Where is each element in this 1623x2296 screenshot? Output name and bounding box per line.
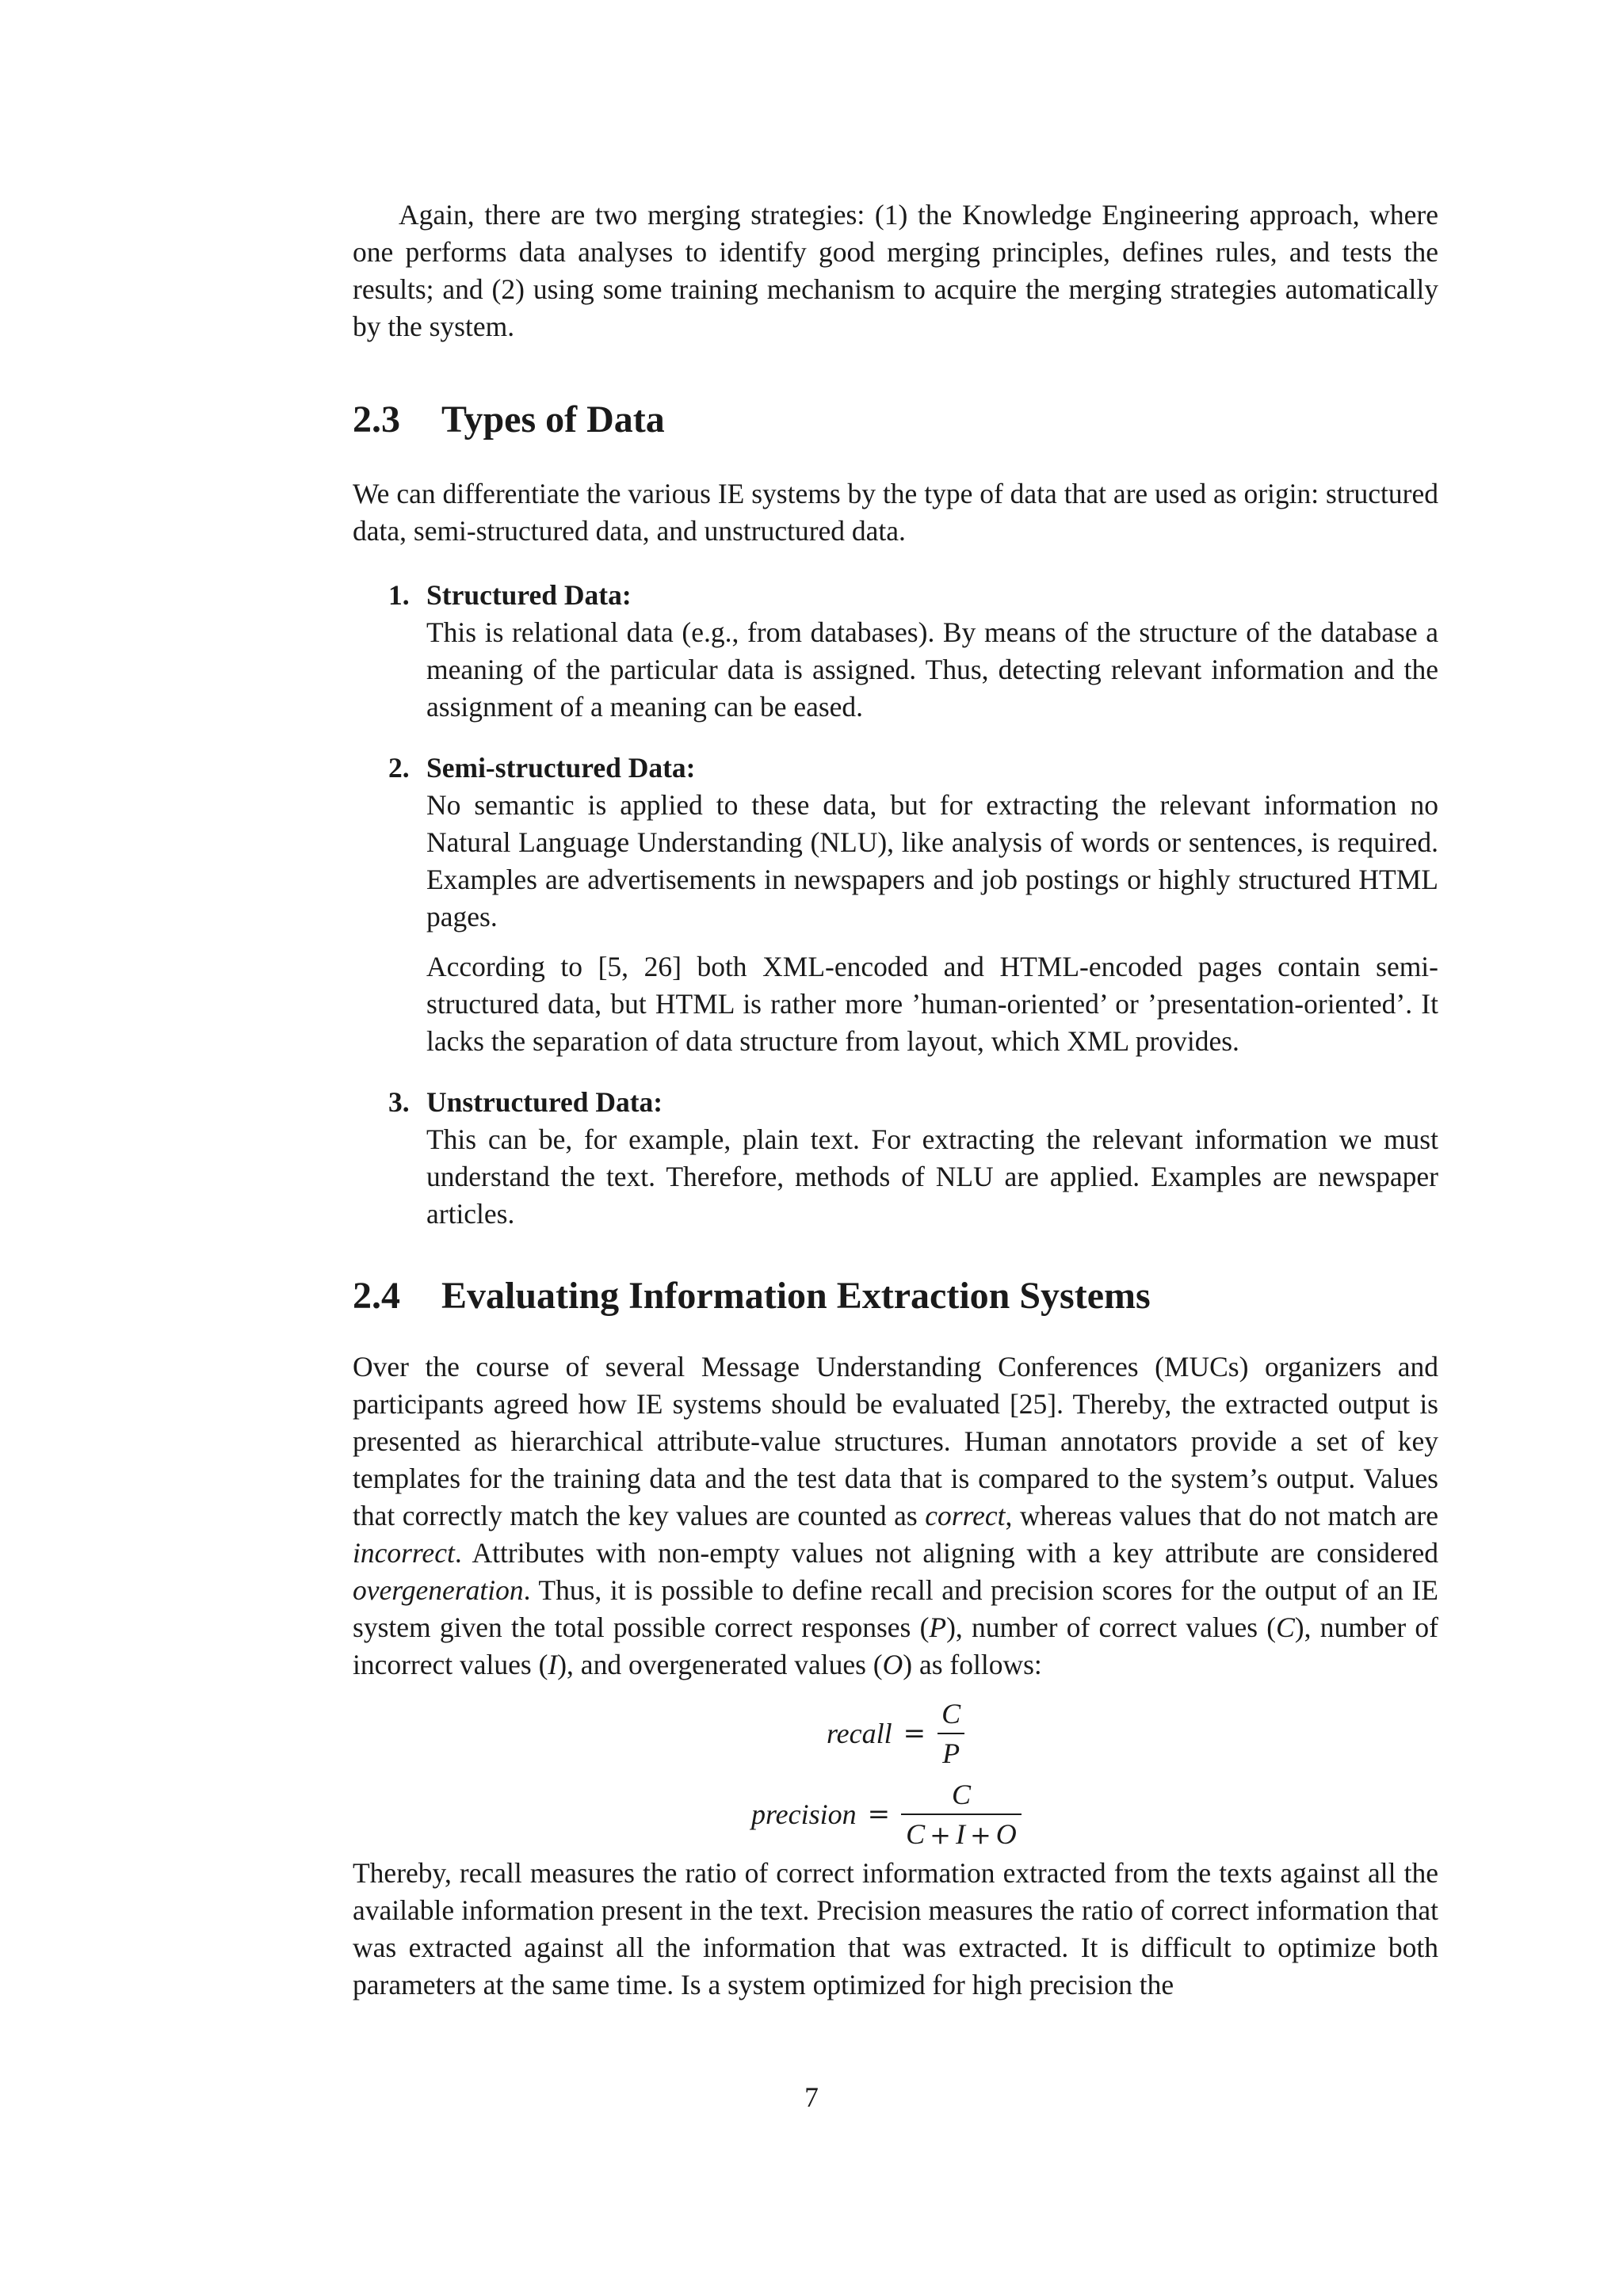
math-var-o: O xyxy=(882,1649,903,1680)
data-types-list xyxy=(353,577,1438,1233)
equation-lhs: recall xyxy=(827,1717,892,1749)
section-intro-paragraph: We can differentiate the various IE systems by the type of data that are used as origin: structured data, semi-structured data, and unstructured data. xyxy=(353,478,1438,547)
list-item-title: Semi-structured Data: xyxy=(426,752,696,784)
denominator-term: O xyxy=(995,1818,1017,1850)
intro-paragraph: Again, there are two merging strategies: (1) the Knowledge Engineering approach, where one performs data analyses to identify good merging principles, defines rules, and tests the results; and (2) using some training mechanism to acquire the merging strategies automatically by the system. xyxy=(353,199,1438,342)
text-run: ), number of incorrect values ( xyxy=(353,1611,1438,1680)
precision-equation xyxy=(751,1779,1022,1851)
text-run: ) as follows: xyxy=(903,1649,1042,1680)
list-marker: 2. xyxy=(388,752,410,784)
list-item-text: This is relational data (e.g., from databases). By means of the structure of the database a meaning of the particular data is assigned. Thus, detecting relevant information and the assignment of a meaning can be eased. xyxy=(426,616,1438,723)
section-title: Types of Data xyxy=(441,399,665,441)
section-number: 2.3 xyxy=(353,399,400,441)
section-title: Evaluating Information Extraction Systems xyxy=(441,1275,1151,1317)
text-run: . Thus, it is possible to define recall and precision scores for the output of an IE system given the total possible correct responses ( xyxy=(353,1574,1438,1643)
fraction-numerator: C xyxy=(941,1698,961,1730)
list-item xyxy=(353,749,1438,1060)
list-marker: 1. xyxy=(388,579,410,611)
fraction-denominator: P xyxy=(938,1733,964,1769)
term-overgeneration: overgeneration xyxy=(353,1574,524,1606)
denominator-term: C xyxy=(906,1818,926,1850)
page-body xyxy=(353,196,1438,2004)
list-item xyxy=(353,1084,1438,1233)
term-correct: correct xyxy=(925,1500,1006,1531)
fraction-numerator: C xyxy=(951,1779,971,1810)
fraction xyxy=(937,1698,965,1769)
text-run: . Attributes with non-empty values not aligning with a key attribute are considered xyxy=(454,1537,1438,1569)
fraction xyxy=(901,1779,1022,1851)
fraction-denominator xyxy=(901,1814,1022,1851)
recall-equation xyxy=(827,1698,965,1769)
equals-sign: = xyxy=(903,1717,926,1749)
text-run: ), and overgenerated values ( xyxy=(557,1649,883,1680)
text-run: ), number of correct values ( xyxy=(946,1611,1277,1643)
list-item-title: Structured Data: xyxy=(426,579,632,611)
plus-sign: + xyxy=(930,1820,951,1850)
continuation-paragraph: Thereby, recall measures the ratio of correct information extracted from the texts against all the available information present in the text. Precision measures the ratio of correct information that was extracted against all the information that was extracted. It is difficult to optimize both parameters at the same time. Is a system optimized for high precision the xyxy=(353,1857,1438,2000)
page-number: 7 xyxy=(804,2081,819,2113)
section-heading-evaluating-ie-systems xyxy=(353,1272,1438,1320)
list-item-text-secondary: According to [5, 26] both XML-encoded and HTML-encoded pages contain semi-structured data, but HTML is rather more ’human-oriented’ or ’presentation-oriented’. It lacks the separation of data structure from layout, which XML provides. xyxy=(426,951,1438,1057)
list-item-text: No semantic is applied to these data, but for extracting the relevant information no Natural Language Understanding (NLU), like analysis of words or sentences, is required. Examples are advertisements in newspapers and job postings or highly structured HTML pages. xyxy=(426,789,1438,933)
math-var-p: P xyxy=(929,1611,947,1643)
precision-equation-block xyxy=(353,1771,1438,1853)
math-var-i: I xyxy=(548,1649,558,1680)
denominator-term: I xyxy=(955,1818,965,1850)
list-item xyxy=(353,577,1438,726)
text-run: Over the course of several Message Understanding Conferences (MUCs) organizers and participants agreed how IE systems should be evaluated [25]. Thereby, the extracted output is presented as hierarchical attribute-value structures. Human annotators provide a set of key templates for the training data and the test data that is compared to the system’s output. Values that correctly match the key values are counted as xyxy=(353,1351,1438,1531)
equation-lhs: precision xyxy=(751,1798,857,1830)
list-item-text: This can be, for example, plain text. For extracting the relevant information we must understand the text. Therefore, methods of NLU are applied. Examples are newspaper articles. xyxy=(426,1123,1438,1230)
text-run: , whereas values that do not match are xyxy=(1005,1500,1439,1531)
section-intro-paragraph xyxy=(353,1348,1438,1684)
section-number: 2.4 xyxy=(353,1275,400,1317)
term-incorrect: incorrect xyxy=(353,1537,455,1569)
recall-equation-block xyxy=(353,1693,1438,1769)
equals-sign: = xyxy=(867,1798,891,1830)
plus-sign: + xyxy=(969,1820,991,1850)
math-var-c: C xyxy=(1276,1611,1295,1643)
list-item-title: Unstructured Data: xyxy=(426,1086,663,1118)
section-heading-types-of-data xyxy=(353,396,1438,444)
list-marker: 3. xyxy=(388,1086,410,1118)
